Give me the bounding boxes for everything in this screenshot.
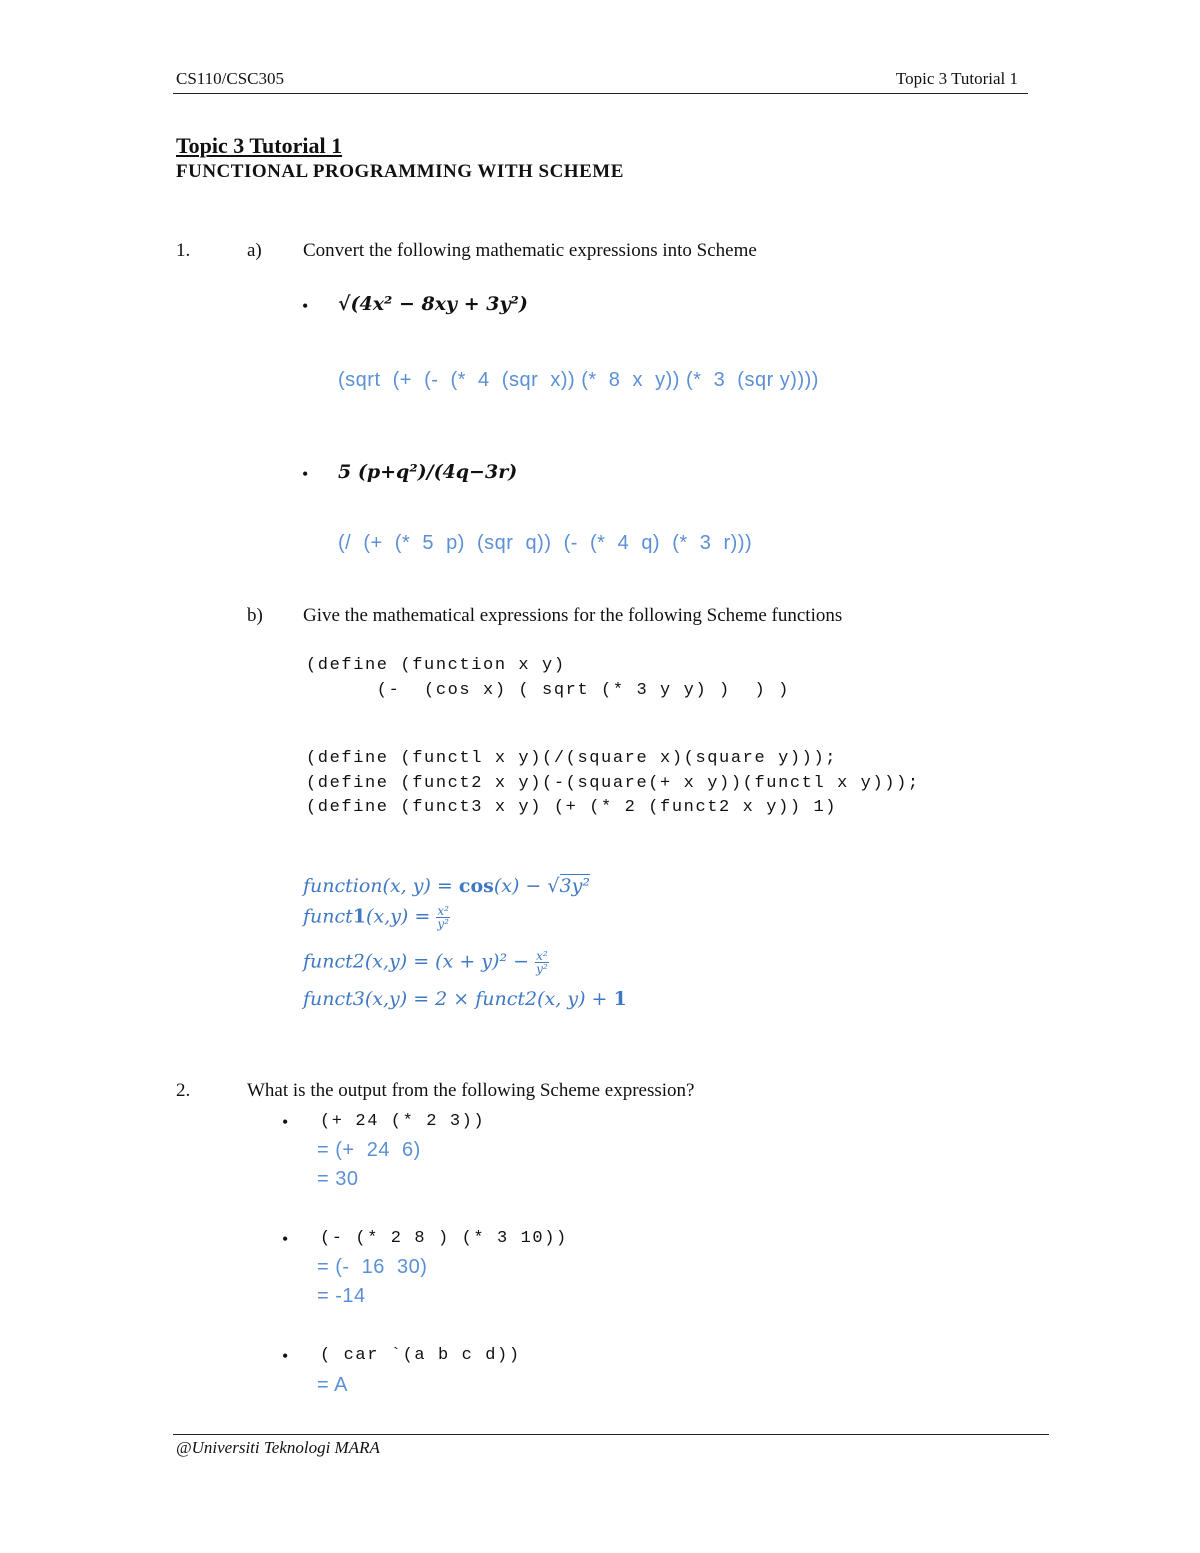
math-expression-1: √(4x² − 8xy + 3y²) [338, 293, 528, 315]
q2-step: = (- 16 30) [317, 1256, 428, 1278]
code-line: (define (function x y) [306, 656, 566, 675]
footer-text: @Universiti Teknologi MARA [176, 1438, 380, 1457]
q1a-label: a) [247, 240, 262, 261]
code-line: (define (functl x y)(/(square x)(square y))); [306, 749, 838, 768]
q1b-label: b) [247, 605, 263, 626]
q2-expression: ( car `(a b c d)) [320, 1346, 521, 1365]
q2-step: = -14 [317, 1285, 366, 1307]
q2-number: 2. [176, 1080, 191, 1101]
answer-2: (/ (+ (* 5 p) (sqr q)) (- (* 4 q) (* 3 r))) [338, 532, 753, 554]
header-course: CS110/CSC305 [176, 69, 285, 88]
code-line: (define (funct2 x y)(-(square(+ x y))(functl x y))); [306, 774, 920, 793]
code-line: (- (cos x) ( sqrt (* 3 y y) ) ) ) [306, 681, 790, 700]
q2-step: = A [317, 1374, 348, 1396]
bullet: • [282, 1229, 289, 1249]
page-subtitle: FUNCTIONAL PROGRAMMING WITH SCHEME [176, 161, 624, 182]
bullet: • [302, 464, 309, 484]
bullet: • [302, 296, 309, 316]
q2-step: = 30 [317, 1168, 359, 1190]
answer-1: (sqrt (+ (- (* 4 (sqr x)) (* 8 x y)) (* 3 (sqr y)))) [338, 369, 819, 391]
footer-rule [173, 1434, 1049, 1435]
math-expression-2: 5 (p+q²)/(4q−3r) [338, 461, 518, 483]
bullet: • [282, 1346, 289, 1366]
math-answer-funct2: funct2(x,y) = (x + y)² − $\frac{\text{x²}}{\text{y²}}$ [303, 949, 548, 976]
header-rule [173, 93, 1028, 94]
code-line: (define (funct3 x y) (+ (* 2 (funct2 x y)) 1) [306, 798, 838, 817]
page-title: Topic 3 Tutorial 1 [176, 133, 343, 158]
q1a-text: Convert the following mathematic expressions into Scheme [303, 240, 757, 261]
q2-step: = (+ 24 6) [317, 1139, 421, 1161]
header-topic: Topic 3 Tutorial 1 [895, 69, 1018, 88]
math-answer-funct1: funct1(x,y) = $\frac{\text{x²}}{\text{y²}}$ [303, 904, 449, 931]
bullet: • [282, 1112, 289, 1132]
q2-text: What is the output from the following Scheme expression? [247, 1080, 695, 1101]
q2-expression: (- (* 2 8 ) (* 3 10)) [320, 1229, 568, 1248]
q2-expression: (+ 24 (* 2 3)) [320, 1112, 486, 1131]
q1b-text: Give the mathematical expressions for the following Scheme functions [303, 605, 843, 626]
math-answer-funct3: funct3(x,y) = 2 × funct2(x, y) + 1 [303, 988, 627, 1010]
q1-number: 1. [176, 240, 191, 261]
math-answer-function: function(x, y) = cos(x) − √3y² [303, 875, 590, 897]
